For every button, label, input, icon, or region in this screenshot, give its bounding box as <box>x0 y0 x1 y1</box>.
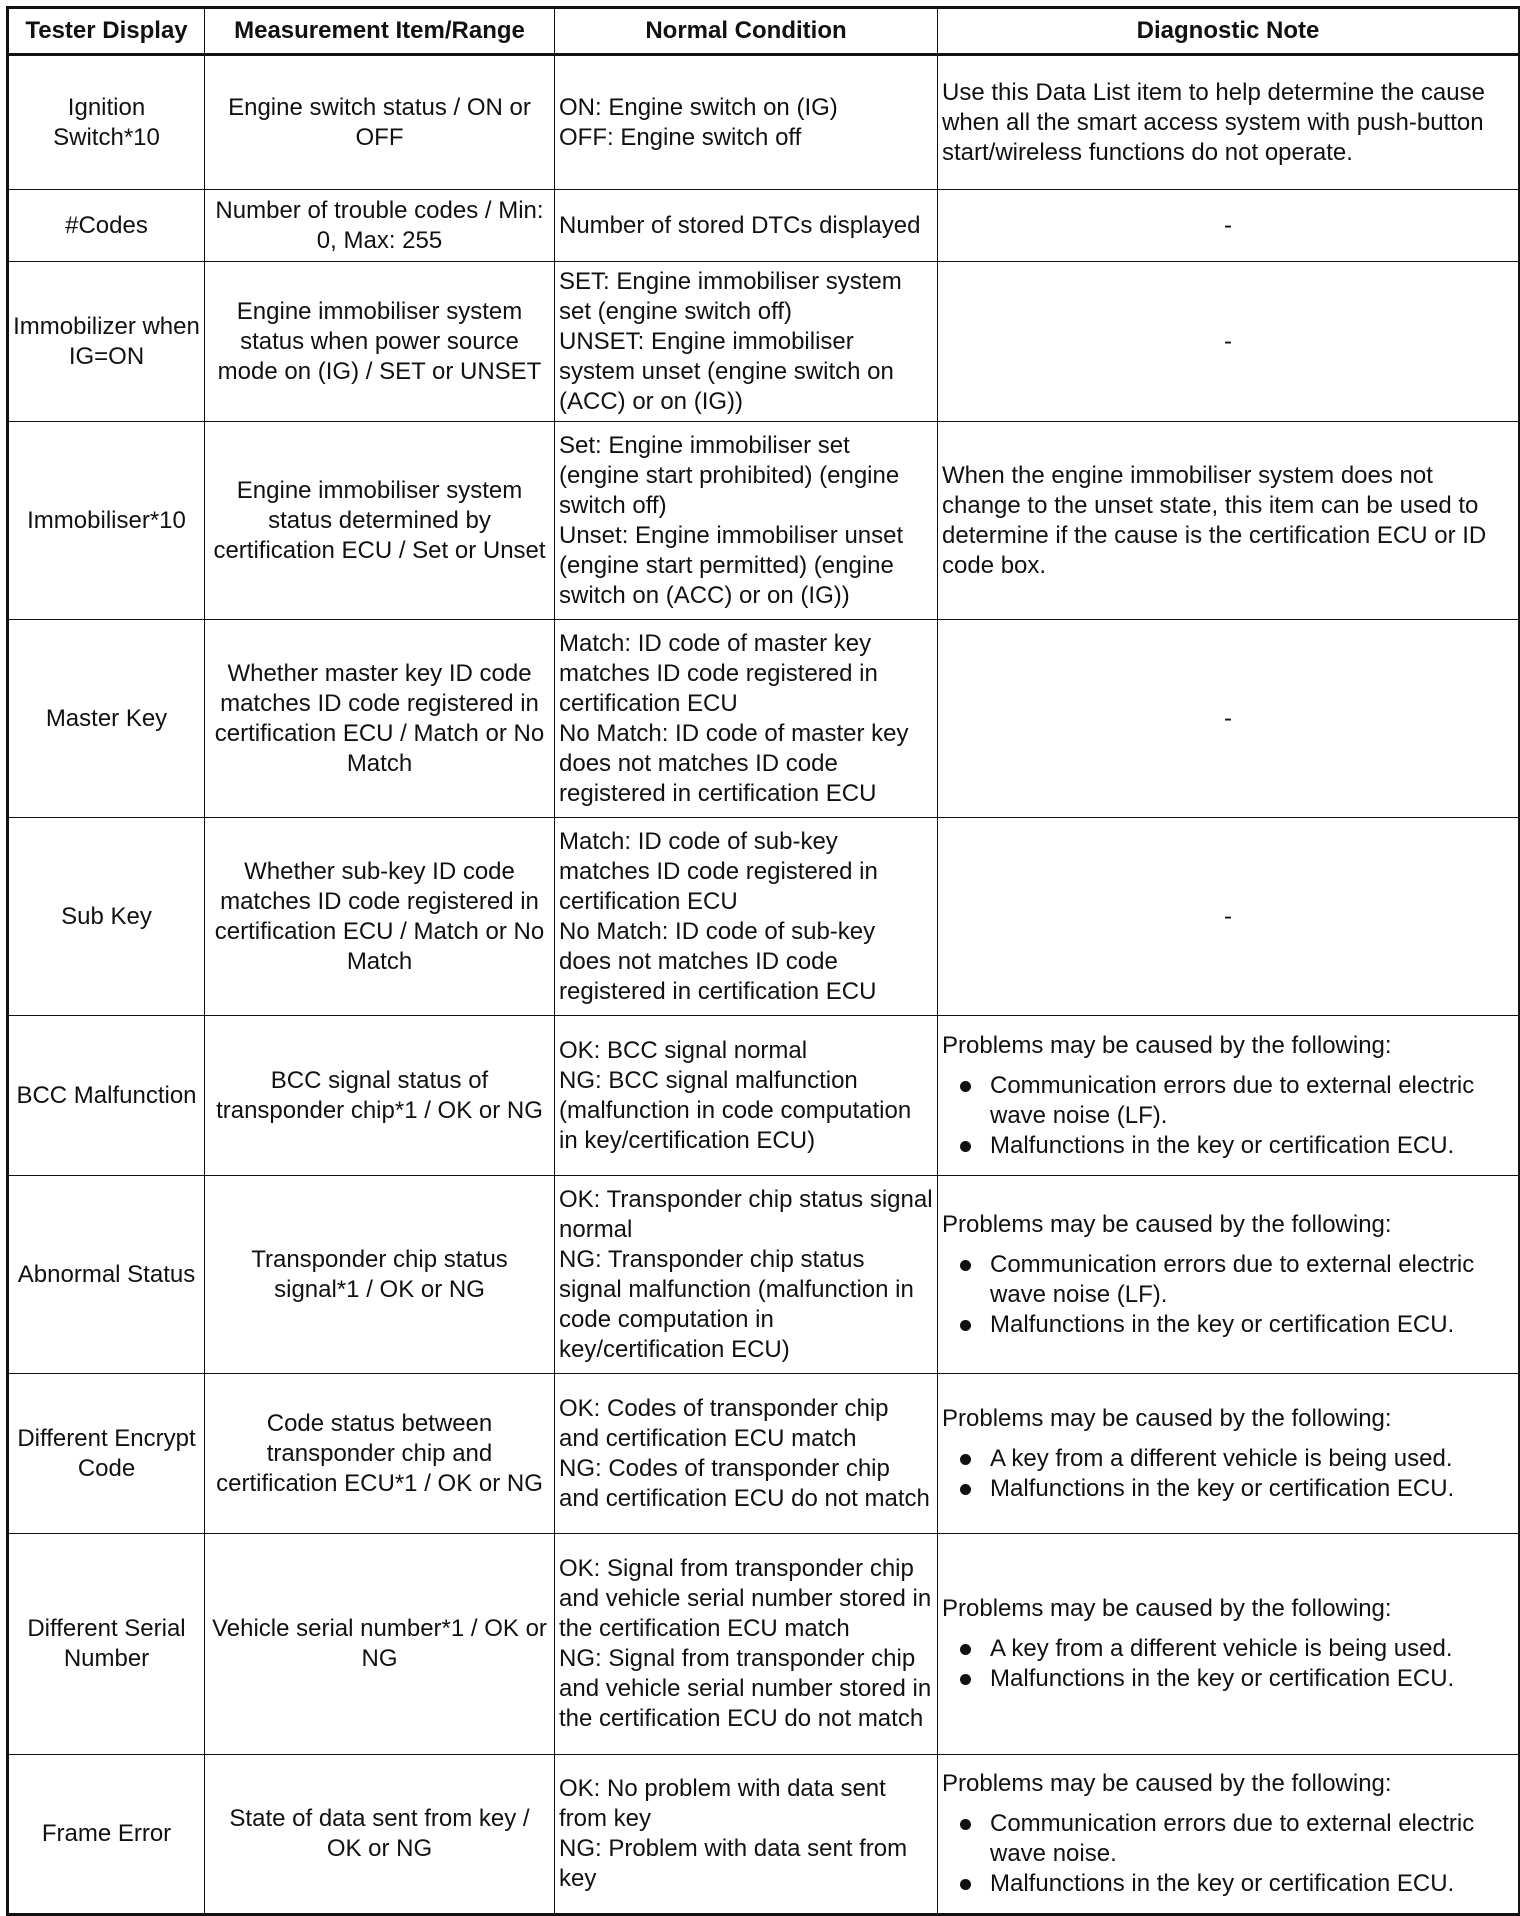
table-row <box>8 1755 1520 1915</box>
normal-condition-line: NG: Problem with data sent from key <box>559 1835 908 1892</box>
normal-condition-line: OK: BCC signal normal <box>559 1036 808 1064</box>
normal-condition-cell <box>555 1176 938 1374</box>
tester-display-cell: BCC Malfunction <box>8 1016 205 1176</box>
measurement-item-cell: Transponder chip status signal*1 / OK or NG <box>205 1176 555 1374</box>
normal-condition-line: Number of stored DTCs displayed <box>559 211 921 239</box>
normal-condition-line: Unset: Engine immobiliser unset (engine start permitted) (engine switch on (ACC) or on (IG)) <box>559 521 904 609</box>
normal-condition-line: OK: Signal from transponder chip and vehicle serial number stored in the certification ECU match <box>559 1555 932 1642</box>
diagnostic-note-text: Problems may be caused by the following: <box>942 1031 1392 1059</box>
bullet-item: Malfunctions in the key or certification ECU. <box>942 1310 1514 1340</box>
normal-condition-line: NG: Signal from transponder chip and vehicle serial number stored in the certification ECU do not match <box>559 1645 932 1732</box>
normal-condition-line: SET: Engine immobiliser system set (engine switch off) <box>559 267 902 325</box>
diagnostic-note-cell <box>938 620 1520 818</box>
measurement-item-cell: Vehicle serial number*1 / OK or NG <box>205 1534 555 1755</box>
tester-display-cell: Immobilizer when IG=ON <box>8 262 205 422</box>
bullet-item: Communication errors due to external electric wave noise (LF). <box>942 1071 1514 1131</box>
diagnostic-note-text: Problems may be caused by the following: <box>942 1595 1392 1622</box>
normal-condition-line: OK: No problem with data sent from key <box>559 1775 886 1832</box>
diagnostic-note-text: - <box>1224 902 1232 930</box>
diagnostic-note-cell <box>938 55 1520 190</box>
measurement-item-cell: Whether sub-key ID code matches ID code registered in certification ECU / Match or No Match <box>205 818 555 1016</box>
normal-condition-cell <box>555 1534 938 1755</box>
bullet-item: Malfunctions in the key or certification ECU. <box>942 1474 1514 1504</box>
table-row <box>8 1374 1520 1534</box>
diagnostic-note-cell <box>938 262 1520 422</box>
tester-display-cell: Ignition Switch*10 <box>8 55 205 190</box>
table-row <box>8 55 1520 190</box>
diagnostic-note-bullets <box>942 1250 1514 1340</box>
normal-condition-cell <box>555 422 938 620</box>
normal-condition-line: No Match: ID code of master key does not matches ID code registered in certification ECU <box>559 719 909 807</box>
diagnostic-note-bullets <box>942 1634 1514 1694</box>
measurement-item-cell: State of data sent from key / OK or NG <box>205 1755 555 1915</box>
table-row <box>8 262 1520 422</box>
tester-display-cell: Abnormal Status <box>8 1176 205 1374</box>
diagnostic-note-cell <box>938 818 1520 1016</box>
tester-display-cell: Immobiliser*10 <box>8 422 205 620</box>
table-row <box>8 620 1520 818</box>
measurement-item-cell: Engine switch status / ON or OFF <box>205 55 555 190</box>
diagnostic-note-bullets <box>942 1809 1514 1899</box>
normal-condition-line: NG: BCC signal malfunction (malfunction in code computation in key/certification ECU) <box>559 1066 912 1154</box>
bullet-item: Communication errors due to external electric wave noise. <box>942 1809 1514 1869</box>
normal-condition-cell <box>555 1374 938 1534</box>
bullet-item: A key from a different vehicle is being used. <box>942 1444 1514 1474</box>
tester-display-cell: Frame Error <box>8 1755 205 1915</box>
normal-condition-line: OK: Transponder chip status signal normal <box>559 1185 933 1243</box>
table-body <box>8 55 1520 1915</box>
table-row <box>8 818 1520 1016</box>
diagnostic-note-text: Use this Data List item to help determine the cause when all the smart access system with push-button start/wireless functions do not operate. <box>942 78 1485 166</box>
diagnostic-note-cell <box>938 190 1520 262</box>
diagnostic-note-text: - <box>1224 211 1232 239</box>
normal-condition-line: NG: Codes of transponder chip and certification ECU do not match <box>559 1454 930 1512</box>
diagnostic-note-text: - <box>1224 327 1232 355</box>
measurement-item-cell: Number of trouble codes / Min: 0, Max: 255 <box>205 190 555 262</box>
diagnostic-note-text: When the engine immobiliser system does not change to the unset state, this item can be used to determine if the cause is the certification ECU or ID code box. <box>942 461 1487 579</box>
data-list-table <box>6 6 1520 1916</box>
header-normal-condition: Normal Condition <box>555 8 938 55</box>
header-diagnostic-note: Diagnostic Note <box>938 8 1520 55</box>
measurement-item-cell: BCC signal status of transponder chip*1 / OK or NG <box>205 1016 555 1176</box>
measurement-item-cell: Code status between transponder chip and certification ECU*1 / OK or NG <box>205 1374 555 1534</box>
diagnostic-note-bullets <box>942 1071 1514 1161</box>
tester-display-cell: Master Key <box>8 620 205 818</box>
tester-display-cell: #Codes <box>8 190 205 262</box>
bullet-item: Malfunctions in the key or certification ECU. <box>942 1664 1514 1694</box>
measurement-item-cell: Engine immobiliser system status when power source mode on (IG) / SET or UNSET <box>205 262 555 422</box>
diagnostic-note-cell <box>938 1374 1520 1534</box>
tester-display-cell: Sub Key <box>8 818 205 1016</box>
normal-condition-line: Match: ID code of sub-key matches ID code registered in certification ECU <box>559 827 878 915</box>
header-measurement-item: Measurement Item/Range <box>205 8 555 55</box>
normal-condition-line: UNSET: Engine immobiliser system unset (engine switch on (ACC) or on (IG)) <box>559 327 894 415</box>
table-header-row <box>8 8 1520 55</box>
diagnostic-note-text: Problems may be caused by the following: <box>942 1404 1392 1432</box>
normal-condition-cell <box>555 262 938 422</box>
diagnostic-note-text: Problems may be caused by the following: <box>942 1770 1392 1797</box>
normal-condition-line: OFF: Engine switch off <box>559 123 802 151</box>
table-row <box>8 1534 1520 1755</box>
normal-condition-cell <box>555 55 938 190</box>
normal-condition-line: No Match: ID code of sub-key does not matches ID code registered in certification ECU <box>559 917 877 1005</box>
diagnostic-note-cell <box>938 1755 1520 1915</box>
table-row <box>8 422 1520 620</box>
table-row <box>8 1176 1520 1374</box>
normal-condition-cell <box>555 620 938 818</box>
measurement-item-cell: Engine immobiliser system status determined by certification ECU / Set or Unset <box>205 422 555 620</box>
normal-condition-line: NG: Transponder chip status signal malfunction (malfunction in code computation in key/certification ECU) <box>559 1245 914 1363</box>
diagnostic-note-cell <box>938 1176 1520 1374</box>
diagnostic-note-text: Problems may be caused by the following: <box>942 1210 1392 1238</box>
bullet-item: Communication errors due to external electric wave noise (LF). <box>942 1250 1514 1310</box>
normal-condition-cell <box>555 190 938 262</box>
normal-condition-cell <box>555 818 938 1016</box>
measurement-item-cell: Whether master key ID code matches ID code registered in certification ECU / Match or No Match <box>205 620 555 818</box>
diagnostic-note-cell <box>938 1016 1520 1176</box>
normal-condition-cell <box>555 1016 938 1176</box>
bullet-item: Malfunctions in the key or certification ECU. <box>942 1131 1514 1161</box>
diagnostic-note-bullets <box>942 1444 1514 1504</box>
normal-condition-line: Set: Engine immobiliser set (engine start prohibited) (engine switch off) <box>559 431 900 519</box>
diagnostic-note-text: - <box>1224 704 1232 732</box>
normal-condition-line: ON: Engine switch on (IG) <box>559 93 838 121</box>
bullet-item: A key from a different vehicle is being used. <box>942 1634 1514 1664</box>
header-tester-display: Tester Display <box>8 8 205 55</box>
normal-condition-line: Match: ID code of master key matches ID code registered in certification ECU <box>559 629 878 717</box>
bullet-item: Malfunctions in the key or certification ECU. <box>942 1869 1514 1899</box>
diagnostic-note-cell <box>938 422 1520 620</box>
normal-condition-line: OK: Codes of transponder chip and certification ECU match <box>559 1394 889 1452</box>
tester-display-cell: Different Encrypt Code <box>8 1374 205 1534</box>
table-row <box>8 1016 1520 1176</box>
tester-display-cell: Different Serial Number <box>8 1534 205 1755</box>
table-row <box>8 190 1520 262</box>
data-list-page <box>6 6 1518 1916</box>
diagnostic-note-cell <box>938 1534 1520 1755</box>
normal-condition-cell <box>555 1755 938 1915</box>
